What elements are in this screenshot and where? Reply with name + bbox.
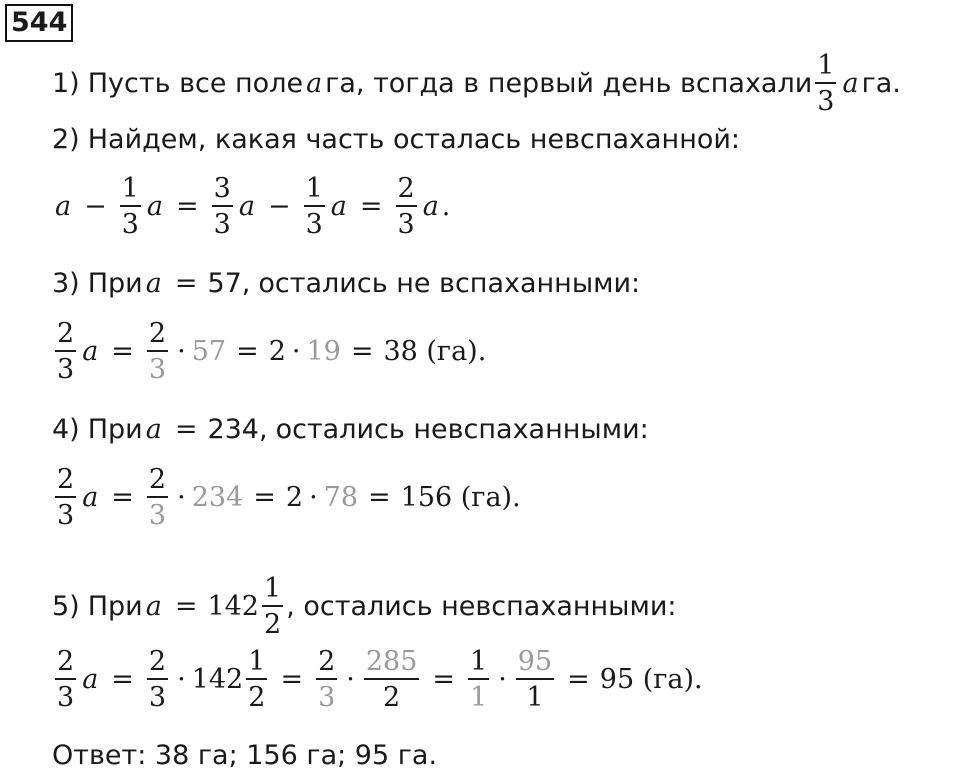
fraction: [55, 466, 76, 529]
step-2-equation: [52, 175, 450, 238]
cancelled-number: 78: [323, 482, 359, 513]
answer: Ответ: 38 га; 156 га; 95 га.: [52, 740, 438, 771]
variable: a: [145, 591, 162, 622]
fraction-numerator: 1: [120, 175, 141, 207]
fraction: [147, 320, 168, 383]
step-label: 1): [52, 68, 80, 99]
fraction: [55, 320, 76, 383]
variable: a: [82, 482, 99, 513]
fraction-numerator: 2: [55, 466, 76, 498]
step-text: га, тогда в первый день вспахали: [325, 68, 813, 99]
variable: a: [842, 68, 859, 99]
step-4: [52, 414, 649, 445]
variable: a: [145, 268, 162, 299]
operator: =: [174, 414, 198, 445]
fraction-denominator-cancelled: 3: [318, 682, 336, 713]
fraction-denominator-cancelled: 3: [148, 500, 167, 531]
step-2: [52, 124, 740, 155]
operator: =: [432, 664, 456, 695]
operator: =: [174, 268, 198, 299]
multiply-dot: ·: [177, 482, 186, 513]
fraction: [55, 648, 76, 711]
fraction-denominator-cancelled: 1: [470, 682, 488, 713]
mixed-whole: 142: [191, 664, 244, 695]
fraction-numerator: 2: [55, 320, 76, 352]
value: 234,: [207, 414, 268, 445]
cancelled-number: 19: [306, 336, 341, 367]
step-label: 4): [52, 414, 80, 445]
step-text: Найдем, какая часть осталась невспаханной:: [87, 124, 741, 155]
fraction-numerator: 2: [396, 175, 417, 207]
result: 95 (га).: [599, 664, 703, 695]
step-text: остались невспаханными:: [275, 414, 649, 445]
multiply-dot: ·: [177, 336, 186, 367]
step-text: остались не вспаханными:: [258, 268, 641, 299]
fraction: [262, 575, 283, 638]
fraction-numerator: 2: [147, 648, 168, 680]
fraction-denominator: 1: [526, 682, 544, 713]
operator: =: [111, 664, 134, 695]
fraction-denominator: 3: [817, 86, 835, 117]
fraction: [815, 52, 836, 115]
step-text: га.: [861, 68, 901, 99]
fraction-numerator: 2: [316, 648, 337, 680]
step-1: [52, 52, 901, 115]
number: 2: [268, 336, 286, 367]
operator: =: [176, 191, 199, 222]
fraction-denominator: 3: [121, 209, 139, 240]
fraction-denominator: 3: [57, 682, 75, 713]
operator: =: [368, 482, 391, 513]
operator: =: [359, 191, 383, 222]
operator: =: [174, 591, 198, 622]
variable: a: [238, 191, 255, 222]
fraction-denominator: 3: [57, 500, 75, 531]
variable: a: [82, 336, 99, 367]
fraction: [147, 466, 168, 529]
fraction: [246, 648, 267, 711]
fraction: [316, 648, 337, 711]
variable: a: [145, 414, 162, 445]
operator: −: [267, 191, 291, 222]
operator: =: [253, 482, 276, 513]
fraction-numerator: 2: [147, 320, 168, 352]
multiply-dot: ·: [346, 664, 355, 695]
fraction-numerator: 3: [212, 175, 233, 207]
result: 156 (га).: [400, 482, 521, 513]
step-text: При: [87, 414, 143, 445]
fraction: [147, 648, 168, 711]
fraction-numerator: 1: [304, 175, 325, 207]
fraction: [468, 648, 489, 711]
variable: a: [422, 191, 439, 222]
step-text: При: [87, 268, 143, 299]
fraction-denominator: 2: [248, 682, 266, 713]
fraction-denominator: 3: [305, 209, 323, 240]
step-label: 2): [52, 124, 80, 155]
multiply-dot: ·: [291, 336, 301, 367]
fraction-numerator-cancelled: 95: [516, 648, 554, 680]
number: 2: [285, 482, 304, 513]
fraction-numerator: 2: [147, 466, 168, 498]
fraction-numerator: 1: [468, 648, 489, 680]
operator: =: [280, 664, 304, 695]
fraction-denominator: 3: [397, 209, 415, 240]
fraction: [364, 648, 420, 711]
cancelled-number: 234: [191, 482, 244, 513]
fraction-denominator: 2: [383, 682, 401, 713]
fraction: [212, 175, 233, 238]
fraction-numerator: 1: [246, 648, 267, 680]
problem-number: 544: [5, 4, 73, 42]
result: 38 (га).: [383, 336, 487, 367]
step-3: [52, 268, 640, 299]
fraction-denominator: 3: [148, 682, 167, 713]
fraction-denominator: 2: [264, 609, 282, 640]
operator: =: [111, 336, 134, 367]
multiply-dot: ·: [309, 482, 318, 513]
operator: =: [350, 336, 374, 367]
step-text: , остались невспаханными:: [286, 591, 677, 622]
step-4-equation: [52, 466, 521, 529]
fraction-denominator: 3: [57, 354, 75, 385]
step-text: Пусть все поле: [87, 68, 304, 99]
mixed-whole: 142: [207, 591, 259, 622]
variable: a: [82, 664, 99, 695]
variable: a: [55, 191, 72, 222]
fraction: [396, 175, 417, 238]
fraction-denominator-cancelled: 3: [148, 354, 167, 385]
fraction: [516, 648, 554, 711]
step-5: [52, 575, 677, 638]
fraction-numerator: 2: [55, 648, 76, 680]
operator: =: [567, 664, 590, 695]
operator: =: [111, 482, 134, 513]
multiply-dot: ·: [177, 664, 186, 695]
step-5-equation: [52, 648, 703, 711]
fraction-numerator: 1: [262, 575, 283, 607]
variable: a: [146, 191, 164, 222]
step-label: 5): [52, 591, 80, 622]
step-text: При: [87, 591, 143, 622]
fraction: [304, 175, 325, 238]
fraction: [120, 175, 141, 238]
step-3-equation: [52, 320, 486, 383]
multiply-dot: ·: [498, 664, 507, 695]
variable: a: [330, 191, 347, 222]
step-label: 3): [52, 268, 80, 299]
variable: a: [306, 68, 323, 99]
fraction-numerator-cancelled: 285: [364, 648, 420, 680]
cancelled-number: 57: [191, 336, 227, 367]
operator: −: [84, 191, 107, 222]
operator: =: [236, 336, 259, 367]
value: 57,: [207, 268, 251, 299]
fraction-numerator: 1: [815, 52, 836, 84]
fraction-denominator: 3: [213, 209, 231, 240]
period: .: [441, 191, 451, 222]
